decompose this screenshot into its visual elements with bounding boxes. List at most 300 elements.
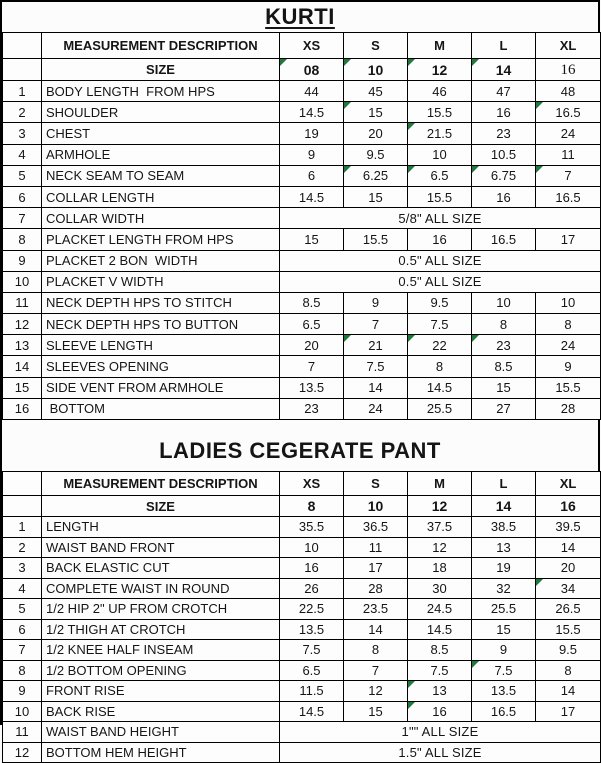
measurement-value-cell [472, 578, 536, 599]
size-column-header: XL [536, 472, 601, 496]
row-number-cell: 12 [3, 742, 42, 763]
measurement-value-cell [280, 335, 344, 356]
cell-value: 9.5 [366, 147, 385, 163]
measurement-description-cell: NECK DEPTH HPS TO BUTTON [42, 314, 280, 335]
measurement-value-cell [408, 165, 472, 186]
cell-value: 28 [368, 580, 383, 596]
cell-value: 8 [435, 359, 444, 375]
measurement-value-cell [344, 165, 408, 186]
measurement-value-cell [536, 619, 601, 640]
ladies-pant-title-text: LADIES CEGERATE PANT [159, 438, 441, 463]
size-column-header: L [472, 33, 536, 59]
measurement-description-cell: 1/2 THIGH AT CROTCH [42, 619, 280, 640]
measurement-value-cell [344, 144, 408, 165]
cell-value: 35.5 [298, 519, 325, 535]
size-number-row [3, 59, 601, 81]
measurement-description-cell: PLACKET V WIDTH [42, 271, 280, 292]
measurement-value-cell [408, 619, 472, 640]
cell-value: 19 [304, 125, 319, 141]
size-row-label-cell: SIZE [42, 496, 280, 517]
table-row [3, 558, 601, 579]
cell-value: 12 [432, 539, 447, 555]
measurement-description-cell: ARMHOLE [42, 144, 280, 165]
corner-cell [3, 59, 42, 81]
measurement-description-cell: PLACKET LENGTH FROM HPS [42, 229, 280, 250]
measurement-value-cell [344, 81, 408, 102]
cell-value: 8 [564, 316, 572, 332]
measurement-value-cell [472, 229, 536, 250]
measurement-value-cell [280, 660, 344, 681]
size-value-cell [536, 59, 601, 81]
cell-value: 10 [367, 498, 384, 514]
cell-value: 24 [368, 401, 383, 417]
measurement-value-cell [536, 660, 601, 681]
error-flag-triangle-icon [472, 166, 479, 173]
measurement-value-cell [536, 537, 601, 558]
cell-value: 6.25 [362, 168, 389, 184]
measurement-value-cell [408, 335, 472, 356]
cell-value: 15 [496, 621, 511, 637]
cell-value: 10 [560, 295, 576, 311]
measurement-description-cell: SIDE VENT FROM ARMHOLE [42, 377, 280, 398]
cell-value: 15 [368, 703, 383, 719]
cell-value: 15 [496, 380, 511, 396]
measurement-value-cell [472, 517, 536, 538]
error-flag-triangle-icon [536, 579, 543, 586]
all-size-value-cell [280, 208, 601, 229]
cell-value: 7.5 [302, 642, 321, 658]
table-row [3, 398, 601, 419]
measurement-description-cell: FRONT RISE [42, 681, 280, 702]
measurement-value-cell [344, 578, 408, 599]
measurement-value-cell [472, 292, 536, 313]
cell-value: 36.5 [362, 519, 389, 535]
cell-value: 5/8" ALL SIZE [398, 210, 482, 226]
measurement-value-cell [408, 144, 472, 165]
cell-value: 14.5 [298, 189, 325, 205]
corner-cell [3, 33, 42, 59]
measurement-value-cell [536, 578, 601, 599]
cell-value: 14.5 [426, 621, 453, 637]
measurement-value-cell [472, 398, 536, 419]
error-flag-triangle-icon [344, 59, 351, 66]
measurement-value-cell [344, 660, 408, 681]
measurement-value-cell [280, 537, 344, 558]
measurement-description-cell: NECK DEPTH HPS TO STITCH [42, 292, 280, 313]
error-flag-triangle-icon [280, 59, 287, 66]
cell-value: 13.5 [298, 380, 325, 396]
table-row [3, 517, 601, 538]
cell-value: 28 [560, 401, 576, 417]
measurement-value-cell [408, 681, 472, 702]
measurement-value-cell [280, 292, 344, 313]
measurement-value-cell [344, 640, 408, 661]
row-number-cell: 16 [3, 398, 42, 419]
cell-value: 16 [496, 189, 511, 205]
measurement-value-cell [536, 144, 601, 165]
size-value-cell [408, 496, 472, 517]
size-column-header: XS [280, 472, 344, 496]
table-row [3, 335, 601, 356]
measurement-value-cell [536, 701, 601, 722]
measurement-value-cell [536, 102, 601, 123]
measurement-value-cell [536, 165, 601, 186]
table-row [3, 578, 601, 599]
size-value-cell [536, 496, 601, 517]
table-row [3, 186, 601, 207]
measurement-value-cell [408, 599, 472, 620]
cell-value: 6.5 [302, 316, 321, 332]
measurement-value-cell [344, 335, 408, 356]
measurement-value-cell [280, 123, 344, 144]
cell-value: 15 [368, 189, 383, 205]
error-flag-triangle-icon [408, 123, 415, 130]
measurement-value-cell [472, 537, 536, 558]
measurement-value-cell [280, 640, 344, 661]
size-value-cell [344, 496, 408, 517]
all-size-value-cell [280, 250, 601, 271]
cell-value: 15 [304, 231, 319, 247]
measurement-value-cell [472, 102, 536, 123]
cell-value: 16.5 [490, 703, 517, 719]
measurement-value-cell [472, 186, 536, 207]
measurement-value-cell [408, 578, 472, 599]
cell-value: 6 [307, 168, 316, 184]
cell-value: 10 [432, 147, 447, 163]
measurement-value-cell [408, 517, 472, 538]
corner-cell [3, 472, 42, 496]
measurement-description-cell: COMPLETE WAIST IN ROUND [42, 578, 280, 599]
measurement-value-cell [536, 229, 601, 250]
cell-value: 26 [304, 580, 319, 596]
error-flag-triangle-icon [344, 335, 351, 342]
size-value-cell [280, 59, 344, 81]
table-row [3, 377, 601, 398]
size-column-header: M [408, 472, 472, 496]
row-number-cell: 2 [3, 102, 42, 123]
row-number-cell: 12 [3, 314, 42, 335]
measurement-value-cell [408, 398, 472, 419]
size-number-row [3, 496, 601, 517]
cell-value: 23 [304, 401, 319, 417]
cell-value: 30 [432, 580, 447, 596]
measurement-description-cell: WAIST BAND FRONT [42, 537, 280, 558]
measurement-description-cell: SLEEVES OPENING [42, 356, 280, 377]
error-flag-triangle-icon [536, 102, 543, 109]
cell-value: 17 [368, 560, 383, 576]
measurement-value-cell [280, 102, 344, 123]
measurement-value-cell [280, 578, 344, 599]
measurement-value-cell [536, 517, 601, 538]
error-flag-triangle-icon [472, 59, 479, 66]
cell-value: 14 [495, 61, 512, 78]
measurement-value-cell [408, 537, 472, 558]
error-flag-triangle-icon [472, 661, 479, 668]
size-value-cell [344, 59, 408, 81]
kurti-table-title [2, 2, 598, 32]
measurement-value-cell [536, 398, 601, 419]
cell-value: 16 [432, 231, 447, 247]
measurement-value-cell [536, 314, 601, 335]
row-number-cell: 15 [3, 377, 42, 398]
measurement-value-cell [472, 335, 536, 356]
cell-value: 15.5 [555, 380, 581, 396]
kurti-title-text: KURTI [265, 4, 335, 29]
row-number-cell: 5 [3, 599, 42, 620]
measurement-value-cell [344, 681, 408, 702]
measurement-description-header: MEASUREMENT DESCRIPTION [42, 472, 280, 496]
table-row [3, 599, 601, 620]
cell-value: 16 [496, 104, 511, 120]
cell-value: 12 [431, 498, 448, 514]
measurement-value-cell [280, 229, 344, 250]
measurement-value-cell [536, 186, 601, 207]
size-column-header: XL [536, 33, 601, 59]
size-column-header: XS [280, 33, 344, 59]
measurement-value-cell [344, 599, 408, 620]
error-flag-triangle-icon [344, 102, 351, 109]
row-number-cell: 7 [3, 208, 42, 229]
error-flag-triangle-icon [408, 702, 415, 709]
size-value-cell [408, 59, 472, 81]
measurement-value-cell [472, 314, 536, 335]
measurement-value-cell [408, 186, 472, 207]
measurement-value-cell [536, 681, 601, 702]
measurement-value-cell [472, 660, 536, 681]
cell-value: 8 [499, 316, 508, 332]
cell-value: 17 [560, 703, 576, 719]
measurement-value-cell [280, 81, 344, 102]
measurement-description-cell: COLLAR WIDTH [42, 208, 280, 229]
size-column-header: L [472, 472, 536, 496]
row-number-cell: 10 [3, 271, 42, 292]
measurement-value-cell [280, 701, 344, 722]
row-number-cell: 9 [3, 681, 42, 702]
measurement-value-cell [280, 558, 344, 579]
measurement-value-cell [280, 681, 344, 702]
measurement-description-cell: SLEEVE LENGTH [42, 335, 280, 356]
table-row [3, 537, 601, 558]
cell-value: 15.5 [426, 104, 453, 120]
cell-value: 11 [561, 147, 575, 163]
measurement-value-cell [344, 398, 408, 419]
measurement-value-cell [472, 144, 536, 165]
all-size-value-cell [280, 722, 601, 743]
cell-value: 10 [367, 61, 384, 78]
cell-value: 7 [564, 168, 572, 184]
cell-value: 46 [432, 83, 447, 99]
measurement-value-cell [344, 229, 408, 250]
measurement-description-cell: 1/2 KNEE HALF INSEAM [42, 640, 280, 661]
cell-value: 14.5 [298, 104, 325, 120]
measurement-description-cell: BODY LENGTH FROM HPS [42, 81, 280, 102]
measurement-value-cell [344, 517, 408, 538]
cell-value: 14 [368, 380, 383, 396]
row-number-cell: 1 [3, 517, 42, 538]
cell-value: 22 [432, 337, 447, 353]
measurement-value-cell [408, 377, 472, 398]
table-row [3, 722, 601, 743]
measurement-description-cell: BOTTOM [42, 398, 280, 419]
cell-value: 19 [496, 560, 511, 576]
cell-value: 48 [560, 83, 576, 99]
table-row [3, 102, 601, 123]
table-row [3, 165, 601, 186]
cell-value: 24.5 [426, 601, 453, 617]
measurement-value-cell [344, 292, 408, 313]
cell-value: 25.5 [490, 601, 517, 617]
table-row [3, 314, 601, 335]
cell-value: 23.5 [362, 601, 389, 617]
measurement-value-cell [280, 186, 344, 207]
cell-value: 7.5 [366, 359, 385, 375]
measurement-value-cell [280, 144, 344, 165]
cell-value: 20 [304, 337, 319, 353]
table-row [3, 208, 601, 229]
measurement-value-cell [344, 102, 408, 123]
measurement-value-cell [408, 701, 472, 722]
row-number-cell: 10 [3, 701, 42, 722]
cell-value: 16.5 [490, 231, 517, 247]
cell-value: 13 [432, 683, 447, 699]
row-number-cell: 5 [3, 165, 42, 186]
cell-value: 6.5 [302, 662, 321, 678]
table-row [3, 292, 601, 313]
table-row [3, 660, 601, 681]
measurement-value-cell [472, 599, 536, 620]
row-number-cell: 7 [3, 640, 42, 661]
row-number-cell: 6 [3, 186, 42, 207]
measurement-description-cell: BOTTOM HEM HEIGHT [42, 742, 280, 763]
cell-value: 11 [368, 539, 383, 555]
measurement-description-cell: LENGTH [42, 517, 280, 538]
cell-value: 24 [560, 125, 576, 141]
measurement-description-cell: SHOULDER [42, 102, 280, 123]
cell-value: 9 [371, 295, 380, 311]
cell-value: 27 [496, 401, 511, 417]
cell-value: 10 [304, 539, 319, 555]
cell-value: 7.5 [494, 662, 513, 678]
cell-value: 26.5 [555, 601, 581, 617]
measurement-value-cell [280, 377, 344, 398]
cell-value: 08 [303, 61, 320, 78]
measurement-value-cell [408, 558, 472, 579]
cell-value: 15.5 [555, 621, 581, 637]
cell-value: 8.5 [430, 642, 449, 658]
cell-value: 12 [368, 683, 383, 699]
size-chart-grid [2, 471, 601, 763]
measurement-value-cell [280, 517, 344, 538]
table-row [3, 701, 601, 722]
measurement-value-cell [344, 558, 408, 579]
table-header-row [3, 472, 601, 496]
cell-value: 9 [307, 147, 316, 163]
cell-value: 6.75 [490, 168, 517, 184]
row-number-cell: 8 [3, 229, 42, 250]
measurement-description-cell: 1/2 HIP 2" UP FROM CROTCH [42, 599, 280, 620]
error-flag-triangle-icon [536, 166, 543, 173]
error-flag-triangle-icon [408, 166, 415, 173]
table-row [3, 619, 601, 640]
size-column-header: S [344, 33, 408, 59]
measurement-value-cell [472, 377, 536, 398]
cell-value: 7.5 [430, 662, 449, 678]
cell-value: 8 [564, 662, 572, 678]
measurement-description-cell: PLACKET 2 BON WIDTH [42, 250, 280, 271]
measurement-value-cell [408, 314, 472, 335]
cell-value: 16.5 [555, 189, 581, 205]
cell-value: 15 [368, 104, 383, 120]
cell-value: 23 [496, 337, 511, 353]
cell-value: 20 [560, 560, 576, 576]
row-number-cell: 14 [3, 356, 42, 377]
measurement-value-cell [472, 681, 536, 702]
error-flag-triangle-icon [408, 335, 415, 342]
cell-value: 14 [560, 683, 576, 699]
error-flag-triangle-icon [408, 59, 415, 66]
cell-value: 10.5 [490, 147, 517, 163]
cell-value: 9.5 [430, 295, 449, 311]
measurement-description-cell: WAIST BAND HEIGHT [42, 722, 280, 743]
cell-value: 21.5 [426, 125, 453, 141]
row-number-cell: 8 [3, 660, 42, 681]
measurement-value-cell [408, 81, 472, 102]
measurement-value-cell [344, 356, 408, 377]
cell-value: 7 [371, 662, 380, 678]
size-value-cell [472, 59, 536, 81]
cell-value: 7 [371, 316, 380, 332]
measurement-value-cell [408, 229, 472, 250]
measurement-value-cell [472, 640, 536, 661]
error-flag-triangle-icon [344, 166, 351, 173]
cell-value: 7.5 [430, 316, 449, 332]
cell-value: 16 [304, 560, 319, 576]
cell-value: 20 [368, 125, 383, 141]
table-row [3, 229, 601, 250]
cell-value: 14.5 [298, 703, 325, 719]
cell-value: 14 [560, 539, 576, 555]
cell-value: 7 [307, 359, 316, 375]
measurement-value-cell [472, 165, 536, 186]
ladies-pant-table-title [2, 420, 598, 471]
measurement-value-cell [344, 314, 408, 335]
measurement-value-cell [280, 165, 344, 186]
cell-value: 12 [431, 61, 448, 78]
row-number-cell: 9 [3, 250, 42, 271]
measurement-value-cell [536, 640, 601, 661]
cell-value: 32 [496, 580, 511, 596]
measurement-value-cell [408, 660, 472, 681]
measurement-value-cell [536, 335, 601, 356]
cell-value: 16 [560, 61, 576, 78]
cell-value: 8.5 [494, 359, 513, 375]
cell-value: 24 [560, 337, 576, 353]
table-header-row [3, 33, 601, 59]
measurement-value-cell [280, 398, 344, 419]
table-row [3, 640, 601, 661]
corner-cell [3, 496, 42, 517]
table-row [3, 742, 601, 763]
measurement-value-cell [408, 356, 472, 377]
measurement-value-cell [280, 599, 344, 620]
cell-value: 0.5" ALL SIZE [398, 274, 482, 290]
measurement-value-cell [536, 292, 601, 313]
all-size-value-cell [280, 742, 601, 763]
row-number-cell: 3 [3, 123, 42, 144]
size-column-header: M [408, 33, 472, 59]
measurement-description-cell: COLLAR LENGTH [42, 186, 280, 207]
cell-value: 13.5 [298, 621, 325, 637]
